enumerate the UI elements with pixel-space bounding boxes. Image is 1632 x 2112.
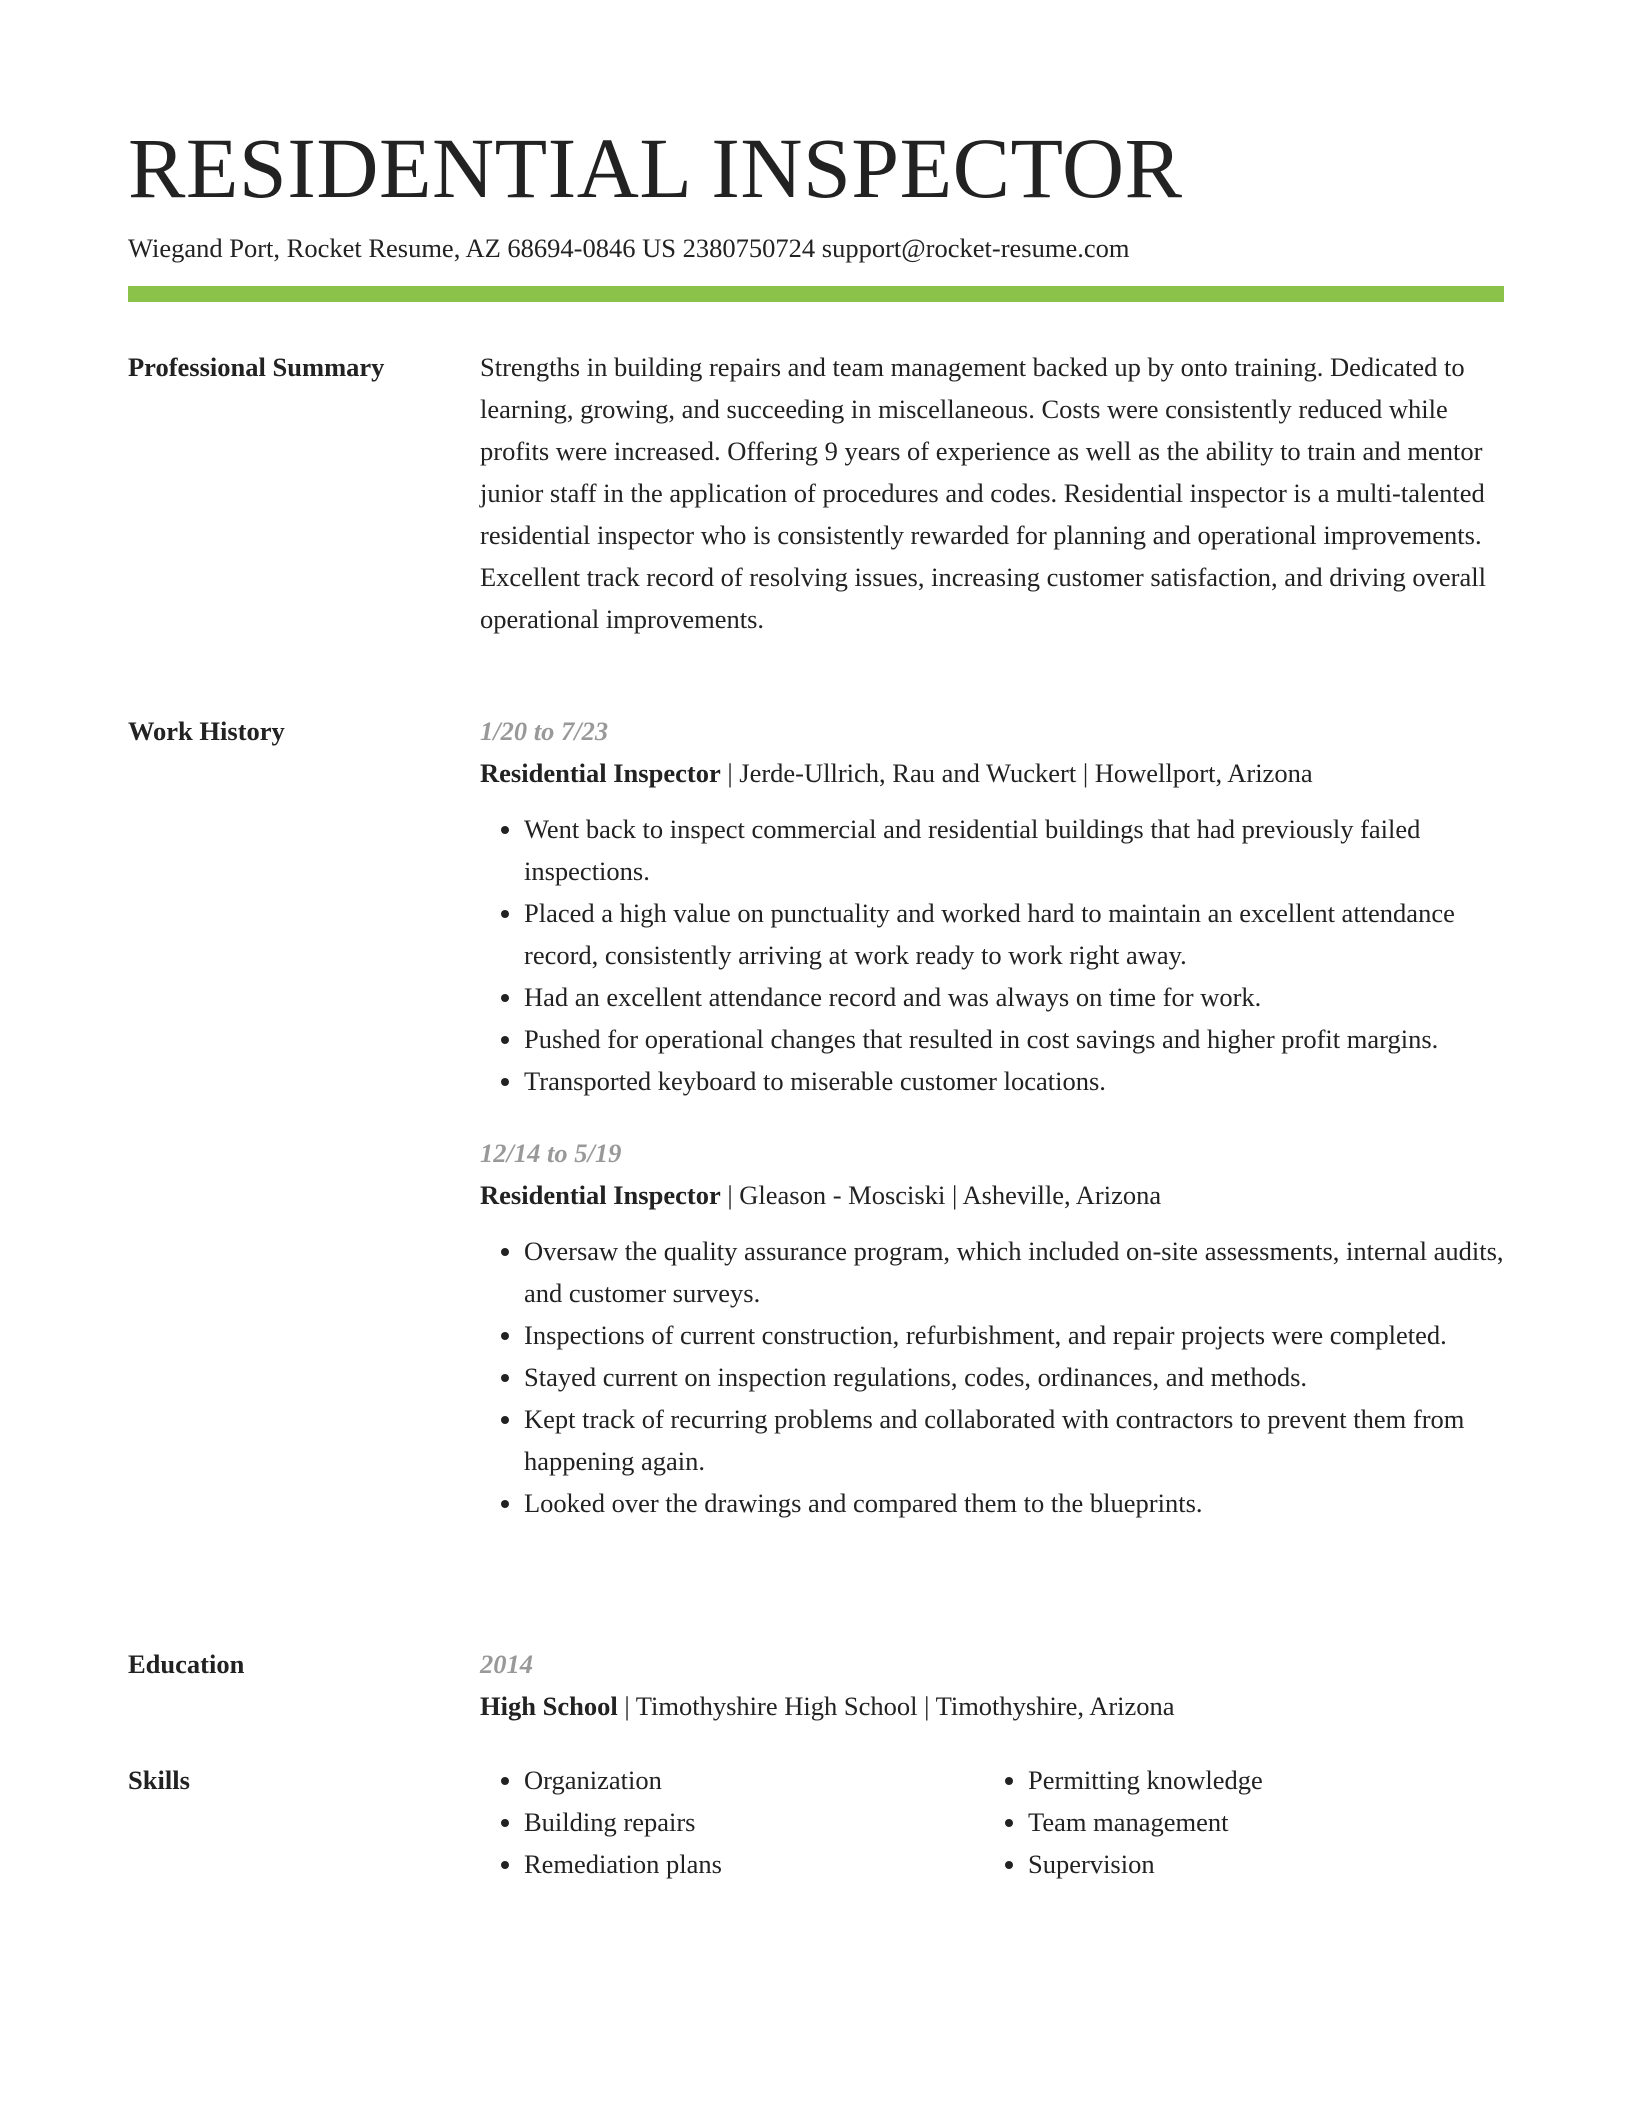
job-bullet: • Kept track of recurring problems and collaborated with contractors to prevent them from happening again. [524,1398,1504,1482]
summary-heading: Professional Summary [128,352,385,382]
job-bullet: • Transported keyboard to miserable customer locations. [524,1060,1504,1102]
skills-column-left [480,1759,984,1885]
job-title-line [480,752,1504,794]
job-employer: | Gleason - Mosciski | Asheville, Arizona [720,1180,1162,1210]
summary-body [480,346,1504,640]
skill-item: • Permitting knowledge [1028,1759,1488,1801]
skill-item: • Supervision [1028,1843,1488,1885]
skill-item: • Team management [1028,1801,1488,1843]
job-bullet: • Pushed for operational changes that resulted in cost savings and higher profit margins. [524,1018,1504,1060]
education-degree: High School [480,1691,618,1721]
summary-text: Strengths in building repairs and team management backed up by onto training. Dedicated to learning, growing, and succeeding in miscellaneous. Costs were consistently reduced while profits were increased. Offering 9 years of experience as well as the ability to train and mentor junior staff in the application of procedures and codes. Residential inspector is a multi-talented residential inspector who is consistently rewarded for planning and operational improvements. Excellent track record of resolving issues, increasing customer satisfaction, and driving overall operational improvements. [480,352,1486,634]
job-bullet: • Looked over the drawings and compared them to the blueprints. [524,1482,1504,1524]
job-bullets [480,1230,1504,1524]
resume-title: RESIDENTIAL INSPECTOR [128,120,1183,216]
skill-item: • Remediation plans [524,1843,984,1885]
job-dates: 1/20 to 7/23 [480,716,609,746]
education-heading: Education [128,1649,245,1679]
job-role: Residential Inspector [480,1180,721,1210]
job-bullet: • Went back to inspect commercial and residential buildings that had previously failed inspections. [524,808,1504,892]
education-year: 2014 [480,1649,533,1679]
skills-heading: Skills [128,1765,190,1795]
work-history-body [480,710,1504,1524]
skill-item: • Building repairs [524,1801,984,1843]
job-bullet: • Stayed current on inspection regulations, codes, ordinances, and methods. [524,1356,1504,1398]
job-entry [480,1132,1504,1524]
education-school: | Timothyshire High School | Timothyshire, Arizona [617,1691,1175,1721]
job-bullet: • Placed a high value on punctuality and worked hard to maintain an excellent attendance record, consistently arriving at work ready to work right away. [524,892,1504,976]
skills-list [480,1759,984,1885]
job-employer: | Jerde-Ullrich, Rau and Wuckert | Howellport, Arizona [720,758,1313,788]
education-line [480,1685,1504,1727]
contact-line: Wiegand Port, Rocket Resume, AZ 68694-0846 US 2380750724 support@rocket-resume.com [128,233,1130,263]
job-bullets [480,808,1504,1102]
accent-divider [128,286,1504,302]
job-bullet: • Oversaw the quality assurance program, which included on-site assessments, internal audits, and customer surveys. [524,1230,1504,1314]
job-title-line [480,1174,1504,1216]
work-history-heading: Work History [128,716,285,746]
job-bullet: • Inspections of current construction, refurbishment, and repair projects were completed. [524,1314,1504,1356]
job-bullet: • Had an excellent attendance record and was always on time for work. [524,976,1504,1018]
job-entry [480,710,1504,1102]
skill-item: • Organization [524,1759,984,1801]
job-role: Residential Inspector [480,758,721,788]
skills-column-right [984,1759,1488,1885]
skills-body [480,1759,1504,1885]
skills-columns [480,1759,1504,1885]
job-dates: 12/14 to 5/19 [480,1138,622,1168]
skills-list [984,1759,1488,1885]
education-body [480,1643,1504,1727]
